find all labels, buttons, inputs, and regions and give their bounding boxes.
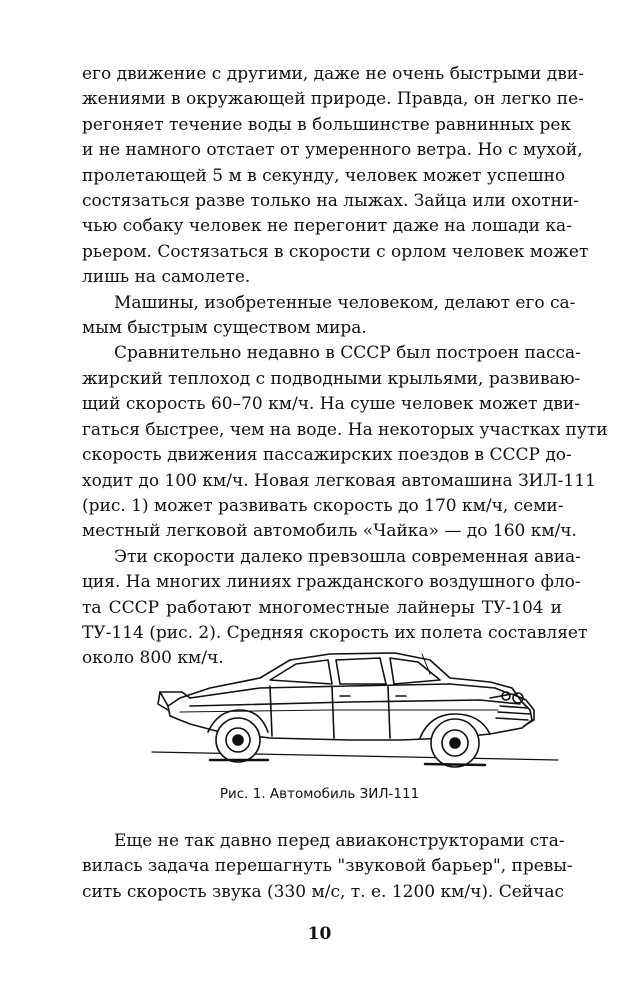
body-text-bottom [82, 829, 573, 905]
text-line: Еще не так давно перед авиаконструкторами ста- [114, 831, 565, 851]
paragraph-2 [82, 291, 576, 342]
text-line: лишь на самолете. [82, 267, 251, 288]
text-line: жениями в окружающей природе. Правда, он легко пе- [82, 89, 584, 110]
paragraph-1 [82, 62, 589, 291]
text-line: та СССР работают многоместные лайнеры ТУ-104 и [82, 597, 562, 618]
text-line: скорость движения пассажирских поездов в СССР до- [82, 445, 572, 466]
car-illustration-icon [150, 648, 560, 773]
paragraph-5 [82, 829, 573, 905]
text-line: жирский теплоход с подводными крыльями, развиваю- [82, 368, 581, 389]
text-line: около 800 км/ч. [82, 648, 224, 669]
car-illustration [150, 648, 560, 773]
text-line: ция. На многих линиях гражданского воздушного фло- [82, 572, 581, 593]
text-line: Машины, изобретенные человеком, делают его са- [114, 292, 576, 313]
text-line: рьером. Состязаться в скорости с орлом человек может [82, 241, 589, 262]
text-line: местный легковой автомобиль «Чайка» — до 160 км/ч. [82, 521, 577, 542]
text-line: чью собаку человек не перегонит даже на лошади ка- [82, 216, 572, 237]
figure-caption: Рис. 1. Автомобиль ЗИЛ-111 [219, 786, 420, 802]
text-line: регоняет течение воды в большинстве равнинных рек [82, 114, 572, 135]
text-line: и не намного отстает от умеренного ветра. Но с мухой, [82, 140, 583, 161]
text-line: мым быстрым существом мира. [82, 318, 367, 339]
text-line: пролетающей 5 м в секунду, человек может успешно [82, 165, 566, 186]
paragraph-3 [82, 341, 608, 544]
text-line: Сравнительно недавно в СССР был построен пасса- [114, 343, 581, 364]
text-line: ТУ-114 (рис. 2). Средняя скорость их полета составляет [82, 622, 588, 643]
text-line: сить скорость звука (330 м/с, т. е. 1200 км/ч). Сейчас [82, 881, 565, 902]
text-line: его движение с другими, даже не очень быстрыми дви- [82, 64, 584, 84]
text-line: щий скорость 60–70 км/ч. На суше человек может дви- [82, 394, 580, 415]
text-line: Эти скорости далеко превзошла современная авиа- [114, 546, 581, 567]
text-line: вилась задача перешагнуть "звуковой барьер", превы- [82, 856, 573, 877]
text-line: ходит до 100 км/ч. Новая легковая автомашина ЗИЛ-111 [82, 470, 596, 491]
page-number: 10 [307, 924, 332, 944]
text-line: гаться быстрее, чем на воде. На некоторых участках пути [82, 419, 608, 440]
body-text-top [82, 62, 608, 672]
text-line: состязаться разве только на лыжах. Зайца или охотни- [82, 191, 580, 212]
text-line: (рис. 1) может развивать скорость до 170 км/ч, семи- [82, 495, 564, 516]
